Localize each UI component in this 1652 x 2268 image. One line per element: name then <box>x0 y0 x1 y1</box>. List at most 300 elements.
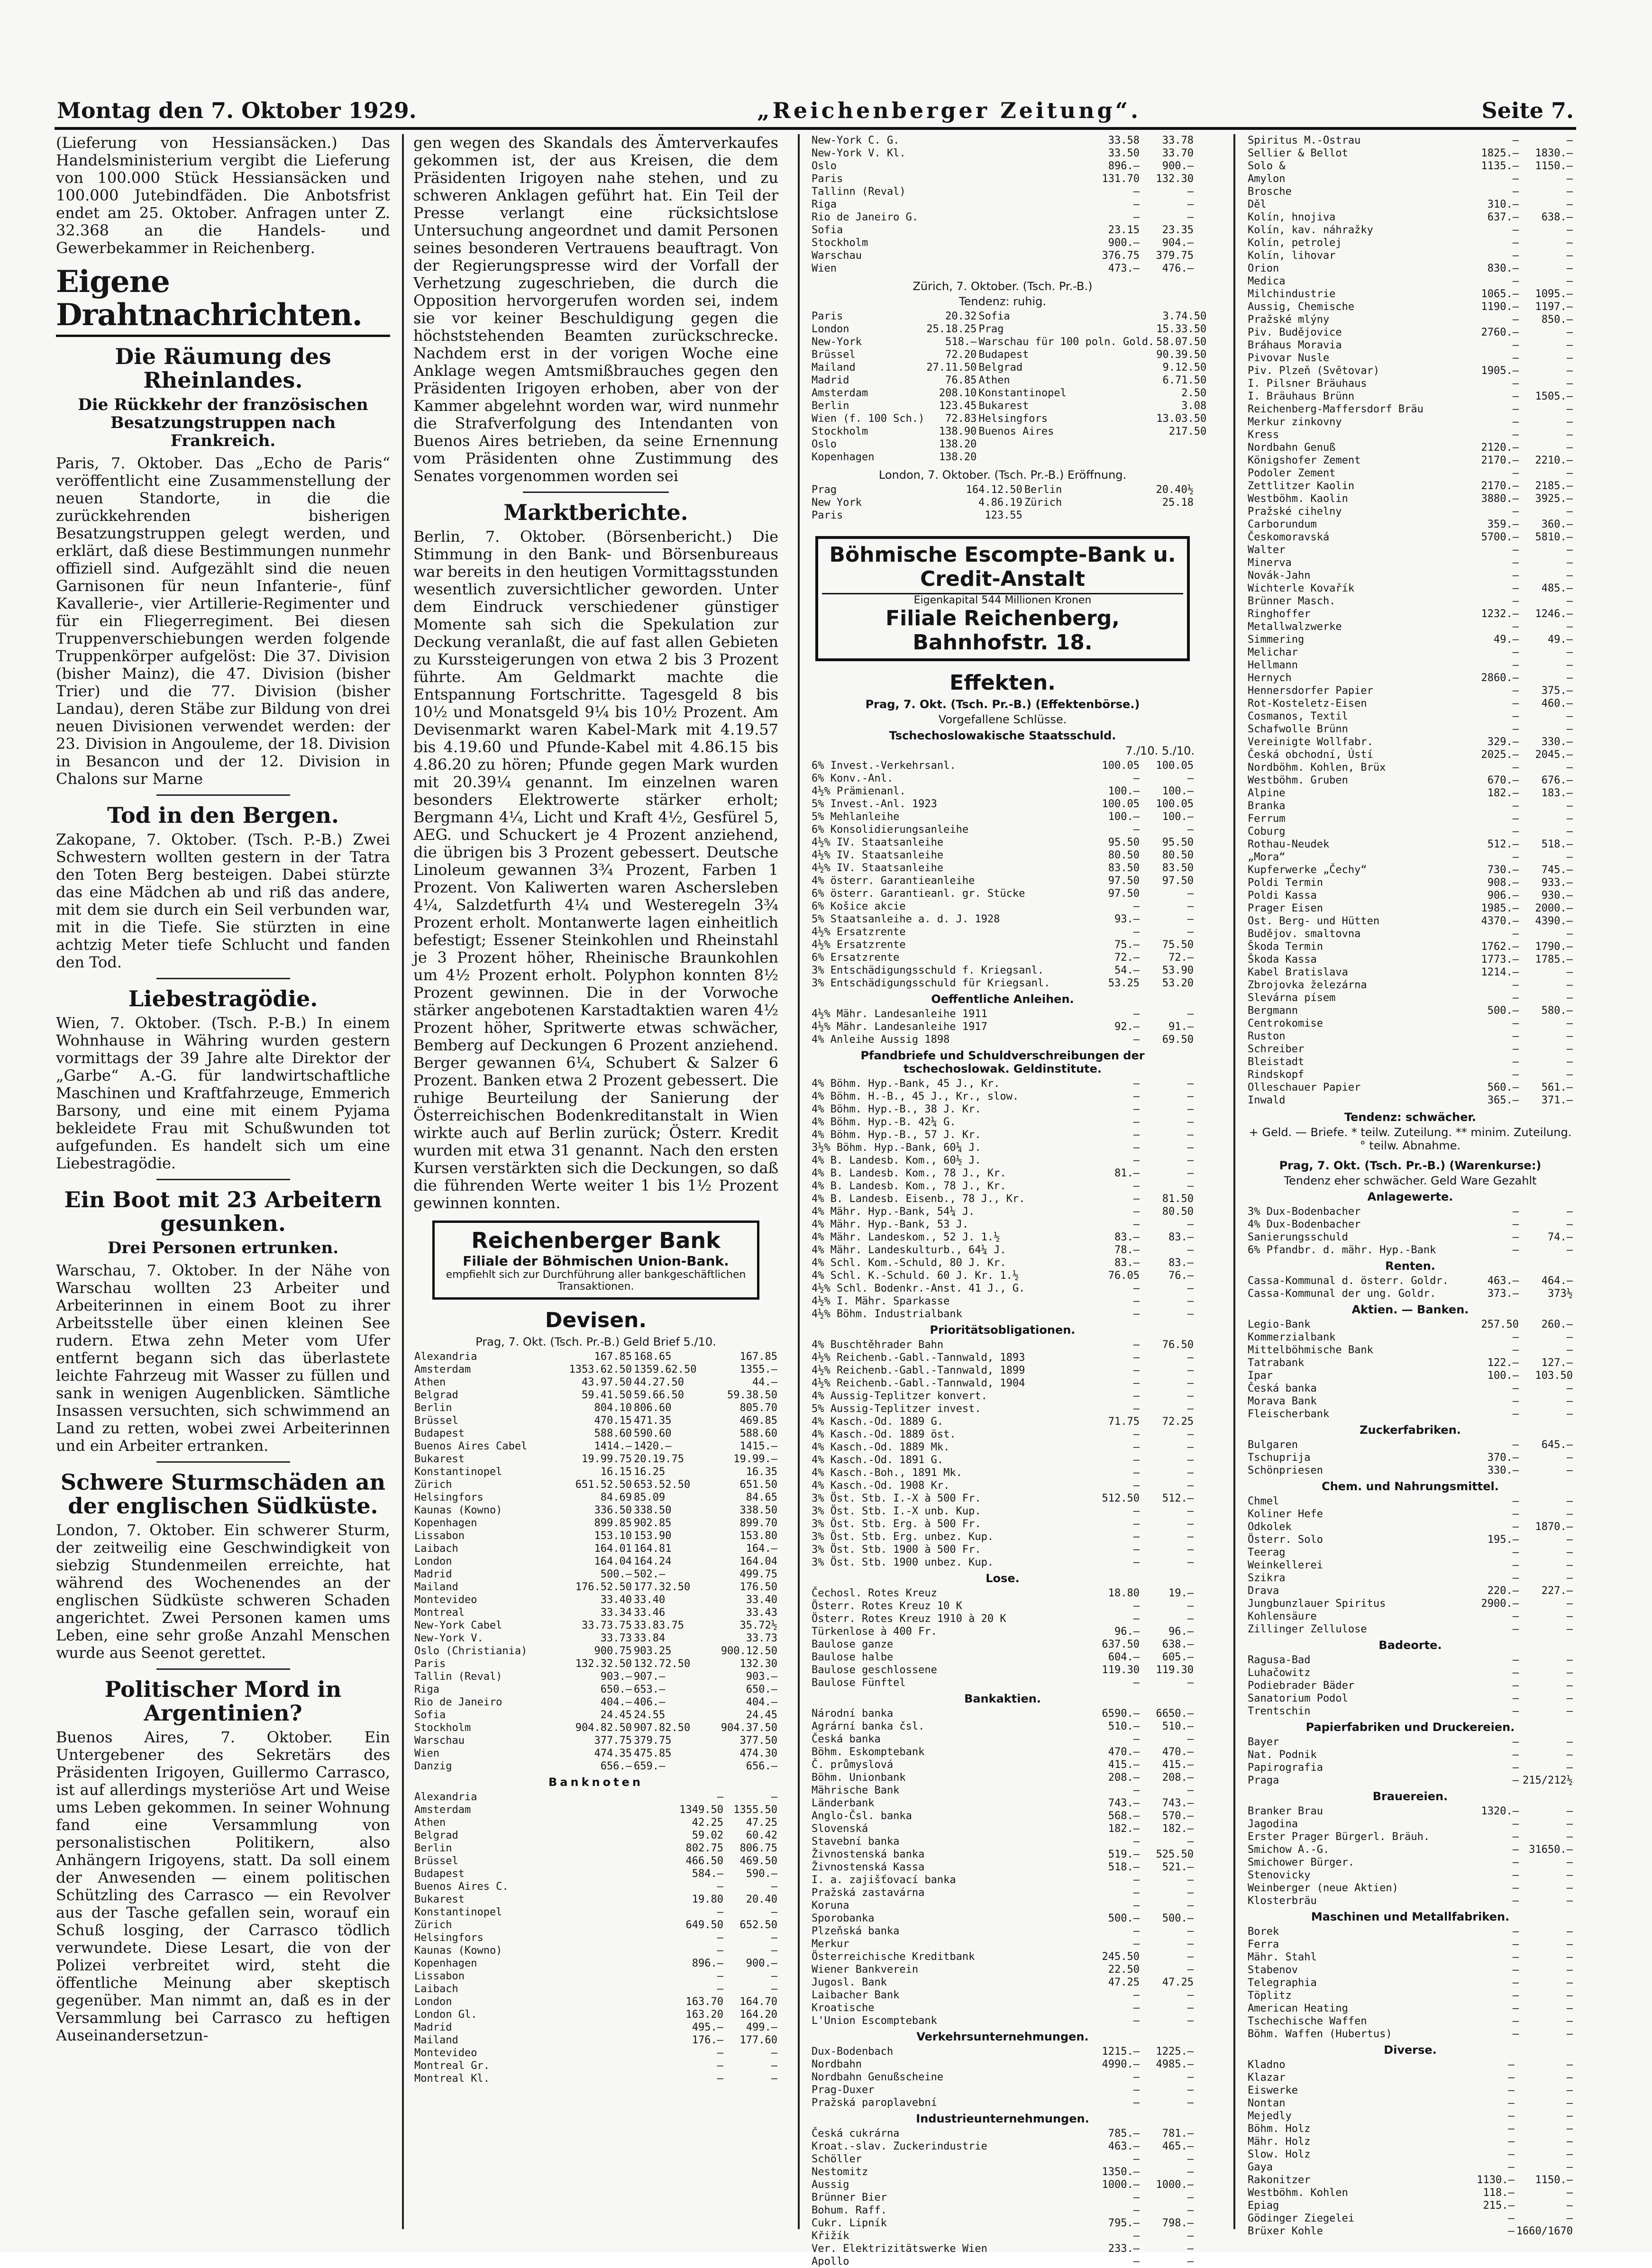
stock-row <box>1247 876 1574 889</box>
banken-row <box>1247 1395 1574 1408</box>
quote-value: — <box>1566 1762 1573 1774</box>
quote-value: — <box>1512 685 1519 697</box>
quote-value: 590.60 <box>633 1428 672 1439</box>
zurich-row <box>811 361 1207 374</box>
diverse-row <box>1247 2059 1574 2071</box>
quote-name: Paris <box>812 510 843 521</box>
quote-value: — <box>1566 544 1573 556</box>
quote-value: 510.— <box>1162 1721 1194 1732</box>
banknoten-row <box>413 2059 778 2072</box>
banknoten-row <box>413 1995 778 2008</box>
quote-value: 53.90 <box>1162 965 1194 976</box>
quote-value: — <box>1187 1900 1194 1912</box>
quote-value: 512.— <box>1487 838 1519 850</box>
quote-value: — <box>1512 1667 1519 1679</box>
banken-row <box>1247 1382 1574 1395</box>
quote-value: — <box>1512 1611 1519 1622</box>
quote-value: 20.32 <box>945 310 977 322</box>
quote-name: Mähr. Stahl <box>1248 1951 1317 1963</box>
category-anleihen: Oeffentliche Anleihen. <box>931 993 1074 1006</box>
bankaktie-row <box>811 1720 1195 1733</box>
quote-value: — <box>1566 1667 1573 1679</box>
bankaktie-row <box>811 1861 1195 1874</box>
chemie-row <box>1247 1572 1574 1585</box>
brauerei-row <box>1247 1895 1574 1907</box>
quote-value: — <box>1512 1508 1519 1520</box>
quote-value: 100.— <box>1487 1370 1519 1382</box>
badeort-row <box>1247 1692 1574 1705</box>
devisen-row <box>413 1581 778 1594</box>
stock-row <box>1247 582 1574 595</box>
quote-name: Škoda Termin <box>1248 941 1323 953</box>
quote-value: — <box>1187 1938 1194 1950</box>
quote-value: 15.33.50 <box>1156 323 1207 335</box>
quote-value: 850.— <box>1541 314 1573 326</box>
bankaktie-row <box>811 1707 1195 1720</box>
quote-value: — <box>1566 1680 1573 1692</box>
quote-name: 4½% Reichenb.-Gabl.-Tannwald, 1893 <box>812 1352 1025 1364</box>
quote-value: — <box>1133 186 1140 198</box>
quote-value: 500.— <box>1162 1913 1194 1924</box>
banken-row <box>1247 1318 1574 1331</box>
quote-value: Berlin <box>1024 484 1062 496</box>
quote-value: 902.85 <box>633 1517 672 1529</box>
prioritaet-row <box>811 1505 1195 1518</box>
quote-name: 6% Pfandbr. d. mähr. Hyp.-Bank <box>1248 1244 1436 1256</box>
quote-value: 163.70 <box>685 1996 723 2008</box>
quote-value: — <box>1133 1206 1140 1218</box>
quote-name: 4% B. Landesb. Eisenb., 78 J., Kr. <box>812 1193 1025 1205</box>
quote-value: 72.— <box>1168 952 1194 964</box>
quote-value: — <box>771 1970 777 1982</box>
quote-name: Poldi Kassa <box>1248 890 1317 902</box>
quote-value: — <box>1187 2230 1194 2242</box>
quote-value <box>1155 438 1207 451</box>
zurich-header: Zürich, 7. Oktober. (Tsch. Pr.-B.) <box>913 280 1093 293</box>
quote-name: Orion <box>1248 263 1279 274</box>
quote-value: 676.— <box>1541 774 1573 786</box>
industrie-row <box>811 2191 1195 2204</box>
quote-value: 338.50 <box>633 1504 672 1516</box>
quote-value: 80.50 <box>1108 849 1140 861</box>
quote-value: — <box>1133 2230 1140 2242</box>
quote-value: — <box>1133 2015 1140 2027</box>
quote-value: — <box>1566 813 1573 825</box>
staatsschuld-row <box>811 811 1195 823</box>
quote-value: 604.— <box>1108 1651 1140 1663</box>
quote-value: — <box>1566 979 1573 991</box>
badeort-row <box>1247 1705 1574 1718</box>
quote-name: Hellmann <box>1248 659 1298 671</box>
devisen-row <box>413 1466 778 1478</box>
quote-value: 215/212½ <box>1523 1775 1573 1786</box>
quote-value: — <box>1133 1600 1140 1612</box>
quote-value: 83.— <box>1168 1231 1194 1243</box>
pfandbrief-row <box>811 1308 1195 1321</box>
zucker-table <box>1247 1439 1574 1477</box>
quote-value: 781.— <box>1162 2128 1194 2140</box>
quote-value: 4390.— <box>1535 915 1573 927</box>
quote-value: 2120.— <box>1481 442 1519 454</box>
quote-name: Cassa-Kommunal der ung. Goldr. <box>1248 1288 1436 1300</box>
quote-name: 4% Anleihe Aussig 1898 <box>812 1034 950 1046</box>
quote-value: — <box>1133 2204 1140 2216</box>
quote-name: 3% Öst. Stb. Erg. à 500 Fr. <box>812 1518 981 1530</box>
quote-value: — <box>1133 1295 1140 1307</box>
quote-name: London <box>414 1996 452 2008</box>
quote-value: 122.— <box>1487 1357 1519 1369</box>
category-banken: Aktien. — Banken. <box>1351 1303 1469 1316</box>
quote-value: — <box>1133 901 1140 912</box>
quote-name: Mailand <box>414 1581 458 1593</box>
industrie-row <box>811 2140 1195 2153</box>
quote-name: 4% Böhm. Hyp.-B. 42¼ G. <box>812 1116 956 1128</box>
quote-name: 4½% Mähr. Landesanleihe 1911 <box>812 1008 987 1020</box>
quote-name: Westböhm. Kaolin <box>1248 493 1348 505</box>
quote-name: Österreichische Kreditbank <box>812 1951 975 1963</box>
quote-value: — <box>1512 710 1519 722</box>
quote-value: — <box>1512 723 1519 735</box>
quote-name: I. a. zajišťovací banka <box>812 1874 956 1886</box>
quote-value: — <box>1566 1069 1573 1081</box>
quote-name: Česká banka <box>1248 1383 1317 1394</box>
maschinen-row <box>1247 2015 1574 2028</box>
quote-value <box>1141 509 1195 522</box>
quote-name: Berlin <box>414 1402 452 1414</box>
quote-name: 4% Böhm. Hyp.-Bank, 45 J., Kr. <box>812 1078 1000 1090</box>
quote-value: 33.43 <box>746 1607 777 1619</box>
quote-value: 899.70 <box>739 1517 777 1529</box>
diverse-row <box>1247 2161 1574 2174</box>
devisen-row <box>413 1350 778 1363</box>
quote-value: 379.75 <box>633 1735 672 1747</box>
quote-name: 4% Dux-Bodenbacher <box>1248 1219 1361 1230</box>
quote-value: — <box>1566 2213 1573 2224</box>
separator <box>523 492 669 493</box>
banknoten-row <box>413 1970 778 1983</box>
quote-value: 1355.— <box>739 1364 777 1375</box>
banken-row <box>1247 1331 1574 1344</box>
quote-name: Baulose ganze <box>812 1639 894 1650</box>
quote-value: — <box>1512 928 1519 940</box>
quote-name: 3% Entschädigungsschuld f. Kriegsanl. <box>812 965 1044 976</box>
quote-name: Königshofer Zement <box>1248 455 1361 466</box>
quote-name: Česká cukrárna <box>812 2128 900 2140</box>
quote-value: — <box>1512 1977 1519 1989</box>
quote-value: 730.— <box>1487 864 1519 876</box>
banknoten-row <box>413 1791 778 1803</box>
quote-name: Apollo <box>812 2256 849 2268</box>
chemie-row <box>1247 1623 1574 1636</box>
stock-row <box>1247 262 1574 275</box>
quote-value: 500.— <box>1487 1005 1519 1017</box>
quote-name: Kroat.-slav. Zuckerindustrie <box>812 2140 987 2152</box>
lose-row <box>811 1587 1195 1600</box>
quote-value: — <box>1512 237 1519 249</box>
quote-name: 4% Mähr. Landeskulturb., 64¼ J. <box>812 1244 1006 1256</box>
bankaktie-row <box>811 1784 1195 1797</box>
quote-value: — <box>1566 1395 1573 1407</box>
quote-value: — <box>1512 1030 1519 1042</box>
pfandbrief-row <box>811 1116 1195 1129</box>
quote-value: — <box>1566 2072 1573 2084</box>
quote-name: Eiswerke <box>1248 2085 1298 2096</box>
quote-name: Schönpriesen <box>1248 1465 1323 1476</box>
quote-name: Konstantinopel <box>414 1466 502 1478</box>
quote-value: 637.— <box>1487 211 1519 223</box>
quote-name: Melichar <box>1248 647 1298 658</box>
quote-value: 896.— <box>1108 160 1140 172</box>
quote-value: — <box>1512 1705 1519 1717</box>
quote-value: — <box>1566 1869 1573 1881</box>
quote-value: 71.75 <box>1108 1416 1140 1428</box>
devisen-row <box>413 1594 778 1606</box>
pfandbrief-row <box>811 1282 1195 1295</box>
stock-row <box>1247 416 1574 428</box>
quote-name: Bulgaren <box>1248 1439 1298 1451</box>
category-industrie: Industrieunternehmungen. <box>916 2112 1089 2125</box>
quote-value: 35.72½ <box>739 1620 777 1631</box>
stock-row <box>1247 275 1574 288</box>
quote-name: Živnostenská Kassa <box>812 1861 925 1873</box>
quote-value: 588.60 <box>594 1428 632 1439</box>
quote-value: 371.— <box>1541 1094 1573 1106</box>
quote-name: Montevideo <box>414 2047 477 2059</box>
quote-value: — <box>1187 1429 1194 1440</box>
quote-value: — <box>771 1906 777 1918</box>
column-news <box>56 134 390 2049</box>
quote-name: Brünner Bier <box>812 2192 887 2204</box>
quote-name: Böhm. Waffen (Hubertus) <box>1248 2028 1392 2040</box>
quote-name: Bráhaus Moravia <box>1248 339 1342 351</box>
prioritaet-row <box>811 1518 1195 1530</box>
quote-value: — <box>1512 1951 1519 1963</box>
bankaktie-row <box>811 2002 1195 2014</box>
quote-value: — <box>1187 2243 1194 2255</box>
quote-value: 1825.— <box>1481 147 1519 159</box>
quote-value: — <box>1566 1977 1573 1989</box>
quote-value: 72.83 <box>945 413 977 425</box>
stock-row <box>1247 953 1574 966</box>
quote-value: 908.— <box>1487 877 1519 889</box>
banknoten-row <box>413 2047 778 2059</box>
quote-name: New-York V. Kl. <box>812 147 906 159</box>
rate-row <box>811 185 1195 198</box>
quote-value: 900.75 <box>594 1645 632 1657</box>
industrie-table <box>811 2127 1195 2268</box>
quote-value <box>977 451 1155 464</box>
quote-value: — <box>1566 1654 1573 1666</box>
quote-name: Ragusa-Bad <box>1248 1654 1311 1666</box>
quote-value: 2170.— <box>1481 455 1519 466</box>
pfandbrief-row <box>811 1129 1195 1141</box>
quote-value: — <box>1133 1078 1140 1090</box>
quote-value: 605.— <box>1162 1651 1194 1663</box>
article-subtitle-boot: Drei Personen ertrunken. <box>107 1239 339 1257</box>
staatsschuld-row <box>811 849 1195 862</box>
quote-value: 260.— <box>1541 1319 1573 1330</box>
quote-value: — <box>1566 826 1573 838</box>
quote-name: Konstantinopel <box>414 1906 502 1918</box>
renten-row <box>1247 1275 1574 1287</box>
banknoten-row <box>413 1829 778 1842</box>
quote-value: 13.03.50 <box>1156 413 1207 425</box>
quote-value: — <box>1566 1805 1573 1817</box>
quote-value: 904.— <box>1162 237 1194 249</box>
quote-value: 75.50 <box>1162 939 1194 951</box>
quote-name: Kopenhagen <box>414 1958 477 1969</box>
lose-row <box>811 1600 1195 1612</box>
staatsschuld-row <box>811 823 1195 836</box>
quote-name: Bukarest <box>414 1894 465 1905</box>
quote-value: 637.50 <box>1102 1639 1140 1650</box>
quote-value: — <box>1566 467 1573 479</box>
quote-value: Helsingfors <box>978 413 1048 425</box>
devisen-row <box>413 1363 778 1376</box>
category-renten: Renten. <box>1385 1259 1435 1273</box>
quote-value: 656.— <box>600 1760 632 1772</box>
quote-value: — <box>1187 1390 1194 1402</box>
quote-name: Alexandria <box>414 1791 477 1803</box>
quote-name: Weinkellerei <box>1248 1559 1323 1571</box>
quote-name: Zbrojovka železárna <box>1248 979 1367 991</box>
quote-name: Laibach <box>414 1983 458 1995</box>
pfandbrief-row <box>811 1077 1195 1090</box>
quote-value: 9.12.50 <box>1162 362 1207 373</box>
quote-value: 177.32.50 <box>633 1581 691 1593</box>
quote-value: 33.84 <box>633 1632 666 1644</box>
quote-value: 76.50 <box>1162 1339 1194 1351</box>
banken-row <box>1247 1408 1574 1421</box>
quote-value: — <box>1187 2097 1194 2109</box>
ad-reichenberger-bank <box>432 1221 759 1300</box>
quote-value: 24.45 <box>746 1709 777 1721</box>
quote-value: 33.78 <box>1162 135 1194 146</box>
quote-name: Walter <box>1248 544 1286 556</box>
column-divider-3 <box>1233 134 1235 2229</box>
badeort-row <box>1247 1654 1574 1667</box>
stock-row <box>1247 928 1574 940</box>
quote-value: — <box>1566 557 1573 569</box>
quote-value: — <box>1512 1939 1519 1950</box>
quote-value: — <box>1566 1508 1573 1520</box>
quote-name: Stockholm <box>812 426 868 437</box>
quote-value: — <box>1187 2002 1194 2014</box>
quote-value: Zürich <box>1024 497 1062 509</box>
quote-value: 100.— <box>1108 785 1140 797</box>
category-staatsschuld: Tschechoslowakische Staatsschuld. <box>889 729 1116 742</box>
quote-value: 650.— <box>746 1684 777 1695</box>
quote-name: Pražská paroplavební <box>812 2097 937 2109</box>
industrie-row <box>811 2166 1195 2178</box>
quote-value: 903.— <box>600 1671 632 1683</box>
quote-value: 95.50 <box>1108 837 1140 848</box>
quote-value: — <box>1508 2213 1515 2224</box>
quote-name: Kress <box>1248 429 1279 441</box>
pfandbrief-row <box>811 1295 1195 1308</box>
quote-name: 4% Schl. K.-Schuld. 60 J. Kr. 1.½ <box>812 1270 1019 1282</box>
article-text-boot: Warschau, 7. Oktober. In der Nähe von Warschau wollten 23 Arbeiter und Arbeiterinnen in einem Boot zu ihrer Arbeitsstelle über einen kleinen See rudern. Etwa zehn Meter vom Ufer entfernt begann sich das überlastete leichte Fahrzeug mit Wasser zu füllen und sank in wenigen Augenblicken. Sämtliche Insassen versuchten, sich schwimmend an Land zu retten, wobei zwei Arbeiterinnen und ein Arbeiter ertranken. <box>56 1261 390 1455</box>
banken-row <box>1247 1344 1574 1357</box>
quote-value: 476.— <box>1162 263 1194 274</box>
prioritaet-row <box>811 1364 1195 1377</box>
stock-row <box>1247 1017 1574 1030</box>
quote-value: 2025.— <box>1481 749 1519 761</box>
quote-value: 463.— <box>1108 2140 1140 2152</box>
quote-name: Kohlensäure <box>1248 1611 1317 1622</box>
quote-value: — <box>1133 773 1140 784</box>
anleihen-table <box>811 1008 1195 1046</box>
quote-value: — <box>1566 173 1573 185</box>
quote-name: Kopenhagen <box>414 1517 477 1529</box>
quote-value: 33.73 <box>746 1632 777 1644</box>
stock-row <box>1247 800 1574 812</box>
quote-name: Madrid <box>414 1568 452 1580</box>
bankaktie-row <box>811 1989 1195 2002</box>
quote-value: 167.85 <box>739 1351 777 1363</box>
quote-value: — <box>1512 1056 1519 1068</box>
quote-name: New-York V. <box>414 1632 484 1644</box>
industrie-row <box>811 2127 1195 2140</box>
quote-value: — <box>1512 250 1519 262</box>
quote-value: — <box>1187 1129 1194 1141</box>
quote-value: 23.35 <box>1162 224 1194 236</box>
quote-name: Sofia <box>812 224 843 236</box>
quote-value: — <box>1133 1613 1140 1625</box>
quote-value: 49.— <box>1548 634 1573 646</box>
quote-value: 83.— <box>1114 1231 1140 1243</box>
quote-value: — <box>1566 1408 1573 1420</box>
quote-name: Cosmanos, Textil <box>1248 710 1348 722</box>
banknoten-row <box>413 1931 778 1944</box>
quote-value: 245.50 <box>1102 1951 1140 1963</box>
pfandbrief-row <box>811 1205 1195 1218</box>
effekten-header: Prag, 7. Okt. (Tsch. Pr.-B.) (Effektenbörse.) <box>865 698 1140 711</box>
staatsschuld-row <box>811 913 1195 926</box>
category-papier: Papierfabriken und Druckereien. <box>1305 1721 1515 1734</box>
quote-value: — <box>1566 992 1573 1004</box>
quote-value: 2000.— <box>1535 902 1573 914</box>
quote-name: 6% Konsolidierungsanleihe <box>812 824 969 836</box>
quote-name: Schafwolle Brünn <box>1248 723 1348 735</box>
quote-value: — <box>1512 1680 1519 1692</box>
quote-value: — <box>1566 250 1573 262</box>
quote-value: — <box>1187 1078 1194 1090</box>
stock-row <box>1247 480 1574 492</box>
quote-value: — <box>1512 698 1519 710</box>
quote-value: 33.58 <box>1108 135 1140 146</box>
quote-value: — <box>1133 1129 1140 1141</box>
quote-name: Klosterbräu <box>1248 1895 1317 1907</box>
quote-value: — <box>1512 378 1519 390</box>
quote-value: — <box>1512 275 1519 287</box>
separator <box>156 1179 290 1180</box>
quote-value: — <box>1187 1874 1194 1886</box>
quote-value: 227.— <box>1541 1585 1573 1597</box>
quote-value: 25.18 <box>1162 497 1194 509</box>
quote-name: Brüssel <box>414 1415 458 1427</box>
quote-value: — <box>1133 1518 1140 1530</box>
effekten-columns: 7./10. 5./10. <box>1125 744 1195 757</box>
quote-value: 3.74.50 <box>1162 310 1207 322</box>
quote-value: — <box>1133 1034 1140 1046</box>
prioritaet-row <box>811 1377 1195 1390</box>
quote-value: — <box>1187 1505 1194 1517</box>
quote-value: Prag <box>978 323 1004 335</box>
quote-value: Budapest <box>978 349 1029 361</box>
quote-value: — <box>717 1881 723 1893</box>
quote-name: Buenos Aires C. <box>414 1881 509 1893</box>
